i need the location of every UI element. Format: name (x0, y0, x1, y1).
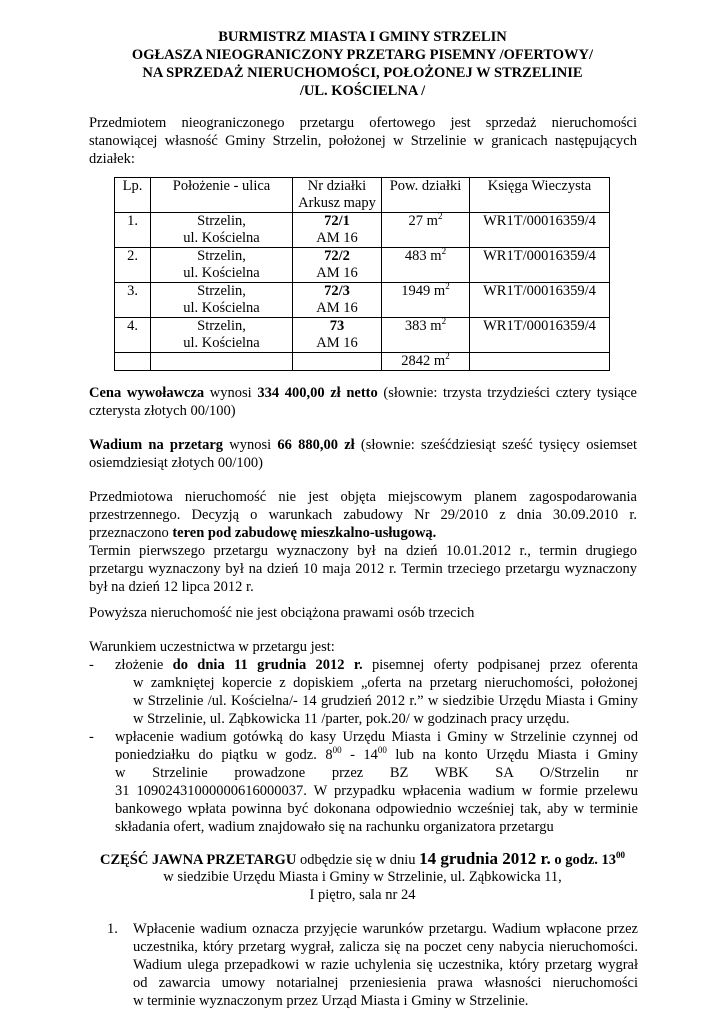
price-line-2: czterysta złotych 00/100) (89, 403, 236, 419)
condition-2-line-5: bankowego wpłata powinna być dokonana odpowiednio wcześniej tak, aby w terminie (115, 801, 638, 817)
cell-register: WR1T/00016359/4 (470, 213, 610, 248)
deposit-line-2: osiemdziesiąt złotych 00/100) (89, 455, 263, 471)
condition-2-line-2: poniedziałku do piątku w godz. $8^{00} - 14^{00}$ lub na konto Urzędu Miasta i Gminy (115, 745, 639, 763)
cell-plot: 72/3 AM 16 (293, 283, 382, 318)
deposit-line-1: Wadium na przetarg wynosi 66 880,00 zł (słownie: sześćdziesiąt sześć tysięcy osiemset (89, 437, 637, 453)
plan-line-1: Przedmiotowa nieruchomość nie jest objęta miejscowym planem zagospodarowania (89, 489, 637, 505)
header-location: Położenie - ulica (151, 178, 293, 213)
cell-register: WR1T/00016359/4 (470, 283, 610, 318)
cell-area: 483 $m^2$ (382, 248, 470, 283)
public-part-line-3: I piętro, sala nr 24 (309, 887, 416, 903)
header-line-4: /UL. KOŚCIELNA / (299, 83, 426, 99)
header-lp: Lp. (115, 178, 151, 213)
header-plot-nr (293, 178, 382, 213)
cell-location: Strzelin, ul. Kościelna (151, 283, 293, 318)
intro-line-1: Przedmiotem nieograniczonego przetargu ofertowego jest sprzedaż nieruchomości (89, 115, 637, 131)
condition-2-line-6: składania ofert, wadium znajdowało się na rachunku organizatora przetargu (115, 819, 554, 835)
header-line-1: BURMISTRZ MIASTA I GMINY STRZELIN (218, 29, 507, 45)
point-1-line-5: w terminie wyznaczonym przez Urząd Miasta i Gminy w Strzelinie. (133, 993, 529, 1009)
cell-register: WR1T/00016359/4 (470, 248, 610, 283)
plan-line-3: przeznaczono teren pod zabudowę mieszkalno-usługową. (89, 525, 437, 541)
plan-line-4: Termin pierwszego przetargu wyznaczony był na dzień 10.01.2012 r., termin drugiego (89, 543, 637, 559)
cell-plot: 72/2 AM 16 (293, 248, 382, 283)
cell-register: WR1T/00016359/4 (470, 318, 610, 353)
table-row (115, 283, 610, 318)
table-total-row (115, 353, 610, 371)
header-area: Pow. działki (382, 178, 470, 213)
bullet-dash: - (89, 729, 94, 745)
condition-2-line-4: 31 10902431000000616000037. W przypadku wpłacenia wadium w formie przelewu (115, 783, 638, 799)
cell-lp: 4. (115, 318, 151, 353)
header-line-3: NA SPRZEDAŻ NIERUCHOMOŚCI, POŁOŻONEJ W STRZELINIE (142, 65, 583, 81)
cell-plot: 73 AM 16 (293, 318, 382, 353)
cell-plot: 72/1 AM 16 (293, 213, 382, 248)
table-header-row (115, 178, 610, 213)
point-number: 1. (107, 921, 118, 937)
plan-line-5: przetargu wyznaczony był na dzień 10 maja 2012 r. Termin trzeciego przetargu wyznaczony (89, 561, 637, 577)
header-line-2: OGŁASZA NIEOGRANICZONY PRZETARG PISEMNY /OFERTOWY/ (131, 47, 594, 63)
conditions-title: Warunkiem uczestnictwa w przetargu jest: (89, 639, 335, 655)
cell-area: 27 $m^2$ (382, 213, 470, 248)
condition-2-line-1: wpłacenie wadium gotówką do kasy Urzędu Miasta i Gminy w Strzelinie czynnej od (115, 729, 638, 745)
intro-line-3: działek: (89, 151, 135, 167)
public-part-line-2: w siedzibie Urzędu Miasta i Gminy w Strzelinie, ul. Ząbkowicka 11, (163, 869, 562, 885)
table-row (115, 213, 610, 248)
condition-2-line-3: w Strzelinie prowadzone przez BZ WBK SA O/Strzelin nr (115, 765, 638, 781)
cell-lp: 3. (115, 283, 151, 318)
header-register: Księga Wieczysta (470, 178, 610, 213)
point-1-line-1: Wpłacenie wadium oznacza przyjęcie warunków przetargu. Wadium wpłacone przez (133, 921, 638, 937)
condition-1-line-3: w Strzelinie /ul. Kościelna/- 14 grudzień 2012 r.” w siedzibie Urzędu Miasta i Gminy (133, 693, 638, 709)
cell-area: 1949 $m^2$ (382, 283, 470, 318)
header-plot-nr-line1: Nr działki (307, 178, 367, 194)
cell-total-area: 2842 $m^2$ (382, 353, 470, 371)
cell-location: Strzelin, ul. Kościelna (151, 318, 293, 353)
plan-line-2: przestrzennego. Decyzją o warunkach zabudowy Nr 29/2010 z dnia 30.09.2010 r. (89, 507, 637, 523)
price-line-1: Cena wywoławcza wynosi 334 400,00 zł netto (słownie: trzysta trzydzieści cztery tysiące (89, 385, 637, 401)
cell-location: Strzelin, ul. Kościelna (151, 248, 293, 283)
table-row (115, 318, 610, 353)
point-1-line-3: Wadium ulega przepadkowi w razie uchylenia się uczestnika, który przetarg wygrał (133, 957, 638, 973)
cell-location: Strzelin, ul. Kościelna (151, 213, 293, 248)
point-1-line-2: uczestnika, który przetarg wygrał, zalicza się na poczet ceny nabycia nieruchomości. (133, 939, 638, 955)
cell-lp: 2. (115, 248, 151, 283)
bullet-dash: - (89, 657, 94, 673)
condition-1-line-2: w zamkniętej kopercie z dopiskiem „oferta na przetarg nieruchomości, położonej (133, 675, 638, 691)
encumbrance-note: Powyższa nieruchomość nie jest obciążona prawami osób trzecich (89, 605, 475, 621)
point-1-line-4: od zawarcia umowy notarialnej przeniesienia prawa własności nieruchomości (133, 975, 638, 991)
plots-table (114, 177, 610, 371)
plan-line-6: był na dzień 12 lipca 2012 r. (89, 579, 254, 595)
condition-1-line-4: w Strzelinie, ul. Ząbkowicka 11 /parter, pok.20/ w godzinach pracy urzędu. (133, 711, 570, 727)
header-plot-nr-line2: Arkusz mapy (298, 195, 376, 211)
cell-lp: 1. (115, 213, 151, 248)
condition-1-line-1: złożenie do dnia 11 grudnia 2012 r. pisemnej oferty podpisanej przez oferenta (115, 657, 638, 673)
cell-area: 383 $m^2$ (382, 318, 470, 353)
public-part-line-1: CZĘŚĆ JAWNA PRZETARGU odbędzie się w dniu 14 grudnia 2012 r. o godz. $13^{00}$ (99, 849, 626, 868)
intro-line-2: stanowiącej własność Gminy Strzelin, położonej w Strzelinie w granicach następujących (89, 133, 637, 149)
table-row (115, 248, 610, 283)
